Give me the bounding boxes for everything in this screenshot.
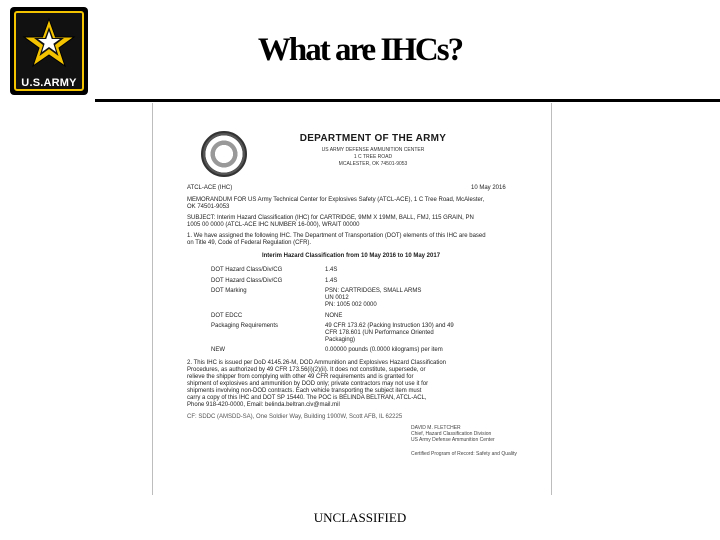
table-value: NONE (325, 313, 343, 319)
table-value: 1.4S (325, 278, 338, 284)
classification-marking: UNCLASSIFIED (313, 510, 407, 525)
table-value: 0.00000 pounds (0.0000 kilograms) per item (325, 347, 443, 353)
table-label: Packaging Requirements (211, 323, 279, 329)
table-label: DOT Hazard Class/Div/CG (211, 267, 283, 273)
paragraph-line: 2. This IHC is issued per DoD 4145.26-M, DOD Ammunition and Explosives Hazard Classification (187, 360, 446, 366)
memo-line: MEMORANDUM FOR US Army Technical Center for Explosives Safety (ATCL-ACE), 1 C Tree Road, McAlester, (187, 197, 485, 203)
cf-line: CF: SDDC (AMSDD-SA), One Soldier Way, Building 1900W, Scott AFB, IL 62225 (187, 414, 403, 420)
memo-line: OK 74501-9053 (187, 204, 230, 210)
logo-text: U.S.ARMY (21, 77, 77, 89)
paragraph-line: on Title 49, Code of Federal Regulation (CFR). (187, 240, 312, 246)
doc-header: DEPARTMENT OF THE ARMY (299, 133, 447, 144)
subject-line: SUBJECT: Interim Hazard Classification (IHC) for CARTRIDGE, 9MM X 19MM, BALL, FMJ, 115 GRAIN, PN (187, 215, 474, 221)
doc-date: 10 May 2016 (471, 185, 506, 191)
table-label: DOT Marking (211, 288, 247, 294)
title-divider (95, 99, 720, 102)
table-label: DOT EDCC (211, 313, 243, 319)
table-value: PSN: CARTRIDGES, SMALL ARMS (325, 288, 422, 294)
paragraph-line: carry a copy of this IHC and DOT SP 15440. The POC is BELINDA BELTRAN, ATCL-ACL, (187, 395, 427, 401)
table-value: UN 0012 (325, 295, 349, 301)
doc-subheader: US ARMY DEFENSE AMMUNITION CENTER 1 C TREE ROAD MCALESTER, OK 74501-9053 (321, 147, 425, 167)
paragraph-line: shipment of explosives and ammunition by DOD only; private contractors may not use it for (187, 381, 429, 387)
table-value: Packaging) (325, 337, 356, 343)
paragraph-line: Phone 918-420-0000, Email: belinda.beltran.civ@mail.mil (187, 402, 340, 408)
table-label: NEW (211, 347, 225, 353)
slide-title: What are IHCs? (257, 32, 463, 68)
paragraph-line: 1. We have assigned the following IHC. The Department of Transportation (DOT) elements of this IHC are based (187, 233, 486, 239)
paragraph-line: relieve the shipper from complying with other 49 CFR requirements and is granted for (187, 374, 414, 380)
table-value: 1.4S (325, 267, 338, 273)
table-title: Interim Hazard Classification from 10 May 2016 to 10 May 2017 (261, 253, 441, 259)
table-label: DOT Hazard Class/Div/CG (211, 278, 283, 284)
subject-line: 1005 00 0000 (ATCL-ACE IHC NUMBER 16-000), WRAIT 00000 (187, 222, 360, 228)
table-value: PN: 1005 002 0000 (325, 302, 377, 308)
table-value: CFR 178.601 (UN Performance Oriented (325, 330, 434, 336)
signature-block: DAVID M. FLETCHER Chief, Hazard Classification Division US Army Defense Ammunition Center Certified Program of Record: Safety and Quality (411, 425, 517, 457)
table-value: 49 CFR 173.62 (Packing Instruction 130) and 49 (325, 323, 454, 329)
paragraph-line: shipments involving non-DOD contracts. Each vehicle transporting the subject item must (187, 388, 422, 394)
dod-seal-icon (201, 131, 247, 177)
paragraph-line: Procedures, as authorized by 49 CFR 173.56(i)(2)(ii). It does not constitute, supersede, or (187, 367, 426, 373)
office-symbol: ATCL-ACE (IHC) (187, 185, 233, 191)
memo-document (152, 103, 552, 495)
